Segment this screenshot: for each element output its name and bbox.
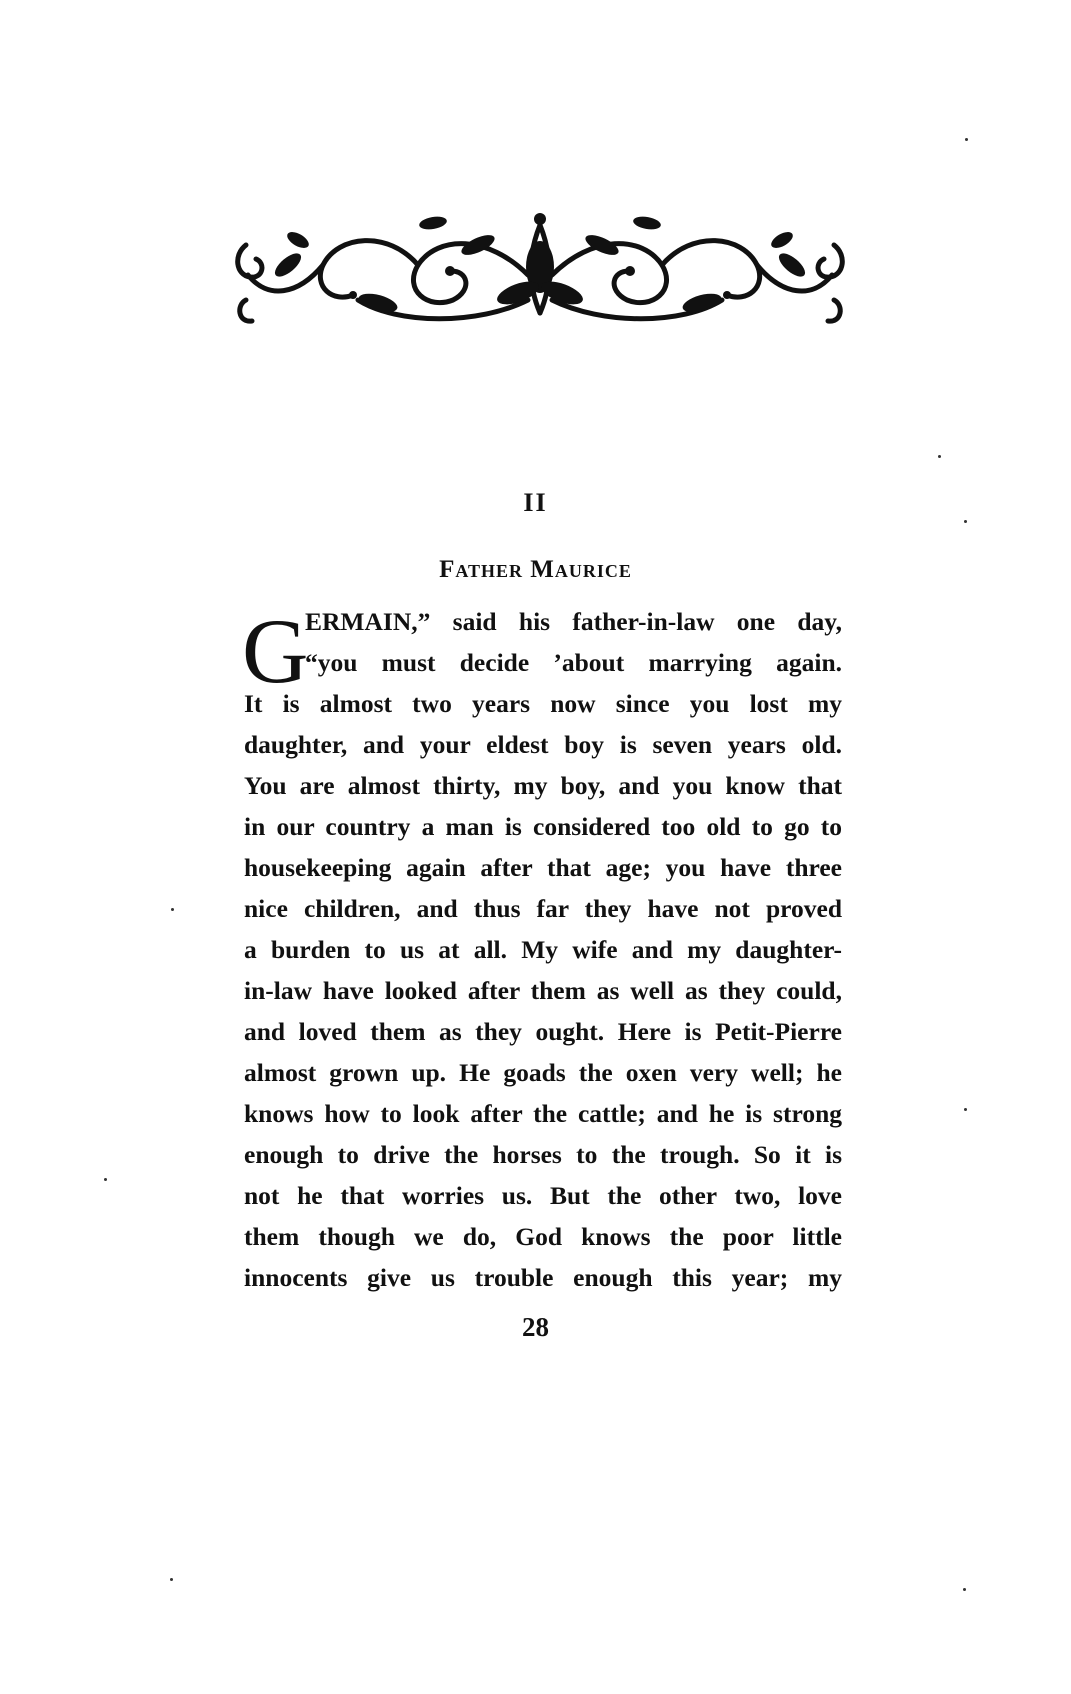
floral-headpiece-ornament xyxy=(228,205,853,330)
scan-speck xyxy=(171,908,174,911)
scan-speck xyxy=(964,1108,967,1111)
text-line: not he that worries us. But the other two, love xyxy=(244,1181,842,1210)
page-number: 28 xyxy=(522,1312,549,1342)
text-line: in our country a man is considered too old to go to xyxy=(244,812,842,841)
text-line: them though we do, God knows the poor little xyxy=(244,1222,842,1251)
text-line: innocents give us trouble enough this year; my xyxy=(244,1263,842,1292)
scan-speck xyxy=(938,455,941,458)
text-line: knows how to look after the cattle; and he is strong xyxy=(244,1099,842,1128)
text-line: ERMAIN,” said his father-in-law one day, xyxy=(305,607,842,636)
scan-speck xyxy=(965,138,968,141)
scan-speck xyxy=(104,1178,107,1181)
scan-speck xyxy=(963,1588,966,1591)
text-line: and loved them as they ought. Here is Petit-Pierre xyxy=(244,1017,842,1046)
text-line: It is almost two years now since you lost my xyxy=(244,689,842,718)
scan-speck xyxy=(170,1578,173,1581)
drop-cap: G xyxy=(242,600,309,702)
scan-speck xyxy=(964,520,967,523)
text-line: “you must decide ’about marrying again. xyxy=(305,648,842,677)
text-line: almost grown up. He goads the oxen very well; he xyxy=(244,1058,842,1087)
text-line: daughter, and your eldest boy is seven years old. xyxy=(244,730,842,759)
text-line: nice children, and thus far they have not proved xyxy=(244,894,842,923)
chapter-title: Father Maurice xyxy=(439,556,632,583)
text-line: in-law have looked after them as well as they could, xyxy=(244,976,842,1005)
text-line: You are almost thirty, my boy, and you know that xyxy=(244,771,842,800)
chapter-number: II xyxy=(523,488,548,517)
text-line: enough to drive the horses to the trough. So it is xyxy=(244,1140,842,1169)
text-line: a burden to us at all. My wife and my daughter- xyxy=(244,935,842,964)
text-line: housekeeping again after that age; you have three xyxy=(244,853,842,882)
